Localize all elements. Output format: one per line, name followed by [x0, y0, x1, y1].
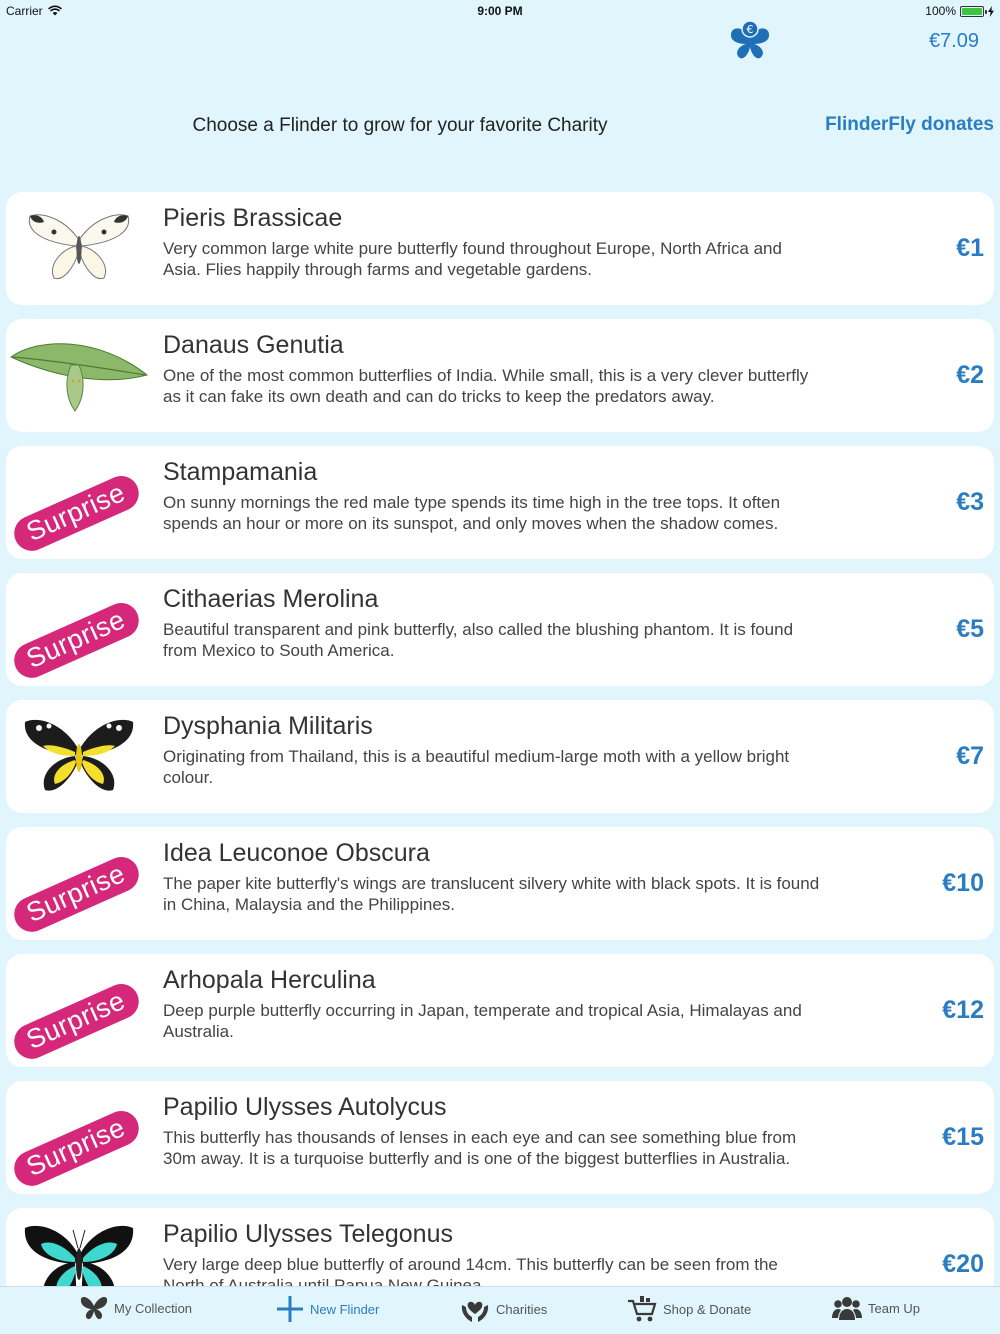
page-subtitle: Choose a Flinder to grow for your favorite Charity: [192, 115, 608, 136]
flinder-card-dysphania-militaris[interactable]: [6, 700, 994, 813]
flinder-description: Originating from Thailand, this is a beautiful medium-large moth with a yellow bright colour.: [163, 747, 790, 787]
chrysalis-leaf-icon: [10, 325, 148, 425]
flinder-name: Dysphania Militaris: [163, 712, 373, 740]
tab-bar: [0, 1286, 1000, 1334]
tab-new-flinder[interactable]: [276, 1295, 379, 1323]
flinder-card-cithaerias-merolina[interactable]: [6, 573, 994, 686]
tab-label: My Collection: [114, 1300, 193, 1316]
flinder-name: Stampamania: [163, 458, 318, 486]
flinder-description: Beautiful transparent and pink butterfly, also called the blushing phantom. It is found from Mexico to South America.: [163, 620, 794, 660]
flinder-price[interactable]: €20: [942, 1250, 984, 1278]
yellow-moth-icon: [10, 706, 148, 806]
tab-label: Team Up: [868, 1300, 921, 1316]
flinder-price[interactable]: €3: [956, 488, 984, 516]
surprise-badge: Surprise: [8, 978, 143, 1064]
flinder-price[interactable]: €5: [956, 615, 984, 643]
svg-text:€: €: [746, 23, 754, 36]
flinderfly-logo-icon[interactable]: [728, 20, 772, 62]
heart-hands-icon: [460, 1295, 490, 1323]
flinder-price[interactable]: €1: [956, 234, 984, 262]
battery-percent: 100%: [925, 4, 956, 18]
flinder-price[interactable]: €15: [942, 1123, 984, 1151]
status-battery: [925, 4, 994, 18]
flinder-list[interactable]: [6, 192, 994, 1285]
flinder-description: This butterfly has thousands of lenses in each eye and can see something blue from 30m away. It is a turquoise butterfly and is one of the biggest butterflies in Australia.: [163, 1128, 797, 1168]
flinder-name: Idea Leuconoe Obscura: [163, 839, 430, 867]
flinder-name: Papilio Ulysses Autolycus: [163, 1093, 447, 1121]
status-bar: [0, 0, 1000, 22]
surprise-badge: Surprise: [8, 597, 143, 683]
flinderfly-donates-link[interactable]: FlinderFly donates: [825, 114, 994, 135]
carrier-label: Carrier: [6, 4, 43, 18]
charging-bolt-icon: [988, 6, 994, 17]
surprise-badge: Surprise: [8, 1105, 143, 1191]
flinder-description: Very large deep blue butterfly of around 14cm. This butterfly can be seen from the: [163, 1255, 778, 1274]
flinder-description: One of the most common butterflies of India. While small, this is a very clever butterfly as it can fake its own death and can do tricks to keep the predators away.: [163, 366, 809, 406]
flinder-description: Very common large white pure butterfly found throughout Europe, North Africa and Asia. Flies happily through farms and vegetable gardens.: [163, 239, 782, 279]
flinder-description: Deep purple butterfly occurring in Japan, temperate and tropical Asia, Himalayas and Australia.: [163, 1001, 802, 1041]
flinder-name: Pieris Brassicae: [163, 204, 343, 232]
flinder-name: Cithaerias Merolina: [163, 585, 379, 613]
flinder-card-danaus-genutia[interactable]: [6, 319, 994, 432]
flinder-description: The paper kite butterfly's wings are translucent silvery white with black spots. It is found in China, Malaysia and the Philippines.: [163, 874, 820, 914]
flinder-price[interactable]: €10: [942, 869, 984, 897]
flinder-name: Arhopala Herculina: [163, 966, 376, 994]
tab-charities[interactable]: [460, 1295, 547, 1323]
tab-label: New Flinder: [310, 1301, 380, 1317]
flinder-card-idea-leuconoe-obscura[interactable]: [6, 827, 994, 940]
balance-amount[interactable]: €7.09: [928, 30, 979, 52]
tab-team-up[interactable]: [832, 1295, 920, 1321]
surprise-badge: Surprise: [8, 851, 143, 937]
surprise-badge: Surprise: [8, 470, 143, 556]
tab-label: Charities: [496, 1301, 548, 1317]
flinder-name: Danaus Genutia: [163, 331, 344, 359]
flinder-card-stampamania[interactable]: [6, 446, 994, 559]
butterfly-icon: [80, 1295, 108, 1321]
tab-label: Shop & Donate: [663, 1301, 752, 1317]
flinder-price[interactable]: €2: [956, 361, 984, 389]
status-time: 9:00 PM: [477, 4, 523, 18]
cart-icon: [627, 1295, 657, 1323]
flinder-card-arhopala-herculina[interactable]: [6, 954, 994, 1067]
flinder-card-papilio-ulysses-autolycus[interactable]: [6, 1081, 994, 1194]
battery-icon: [960, 6, 984, 17]
flinder-description: On sunny mornings the red male type spends its time high in the tree tops. It often spends an hour or more on its sunspot, and only moves when the shadow comes.: [163, 493, 781, 533]
flinder-card-pieris-brassicae[interactable]: [6, 192, 994, 305]
team-icon: [832, 1295, 862, 1321]
tab-shop-donate[interactable]: [627, 1295, 751, 1323]
tab-my-collection[interactable]: [80, 1295, 192, 1321]
white-butterfly-icon: [10, 198, 148, 298]
plus-icon: [276, 1295, 304, 1323]
flinder-price[interactable]: €12: [942, 996, 984, 1024]
flinder-name: Papilio Ulysses Telegonus: [163, 1220, 453, 1248]
flinder-price[interactable]: €7: [956, 742, 984, 770]
